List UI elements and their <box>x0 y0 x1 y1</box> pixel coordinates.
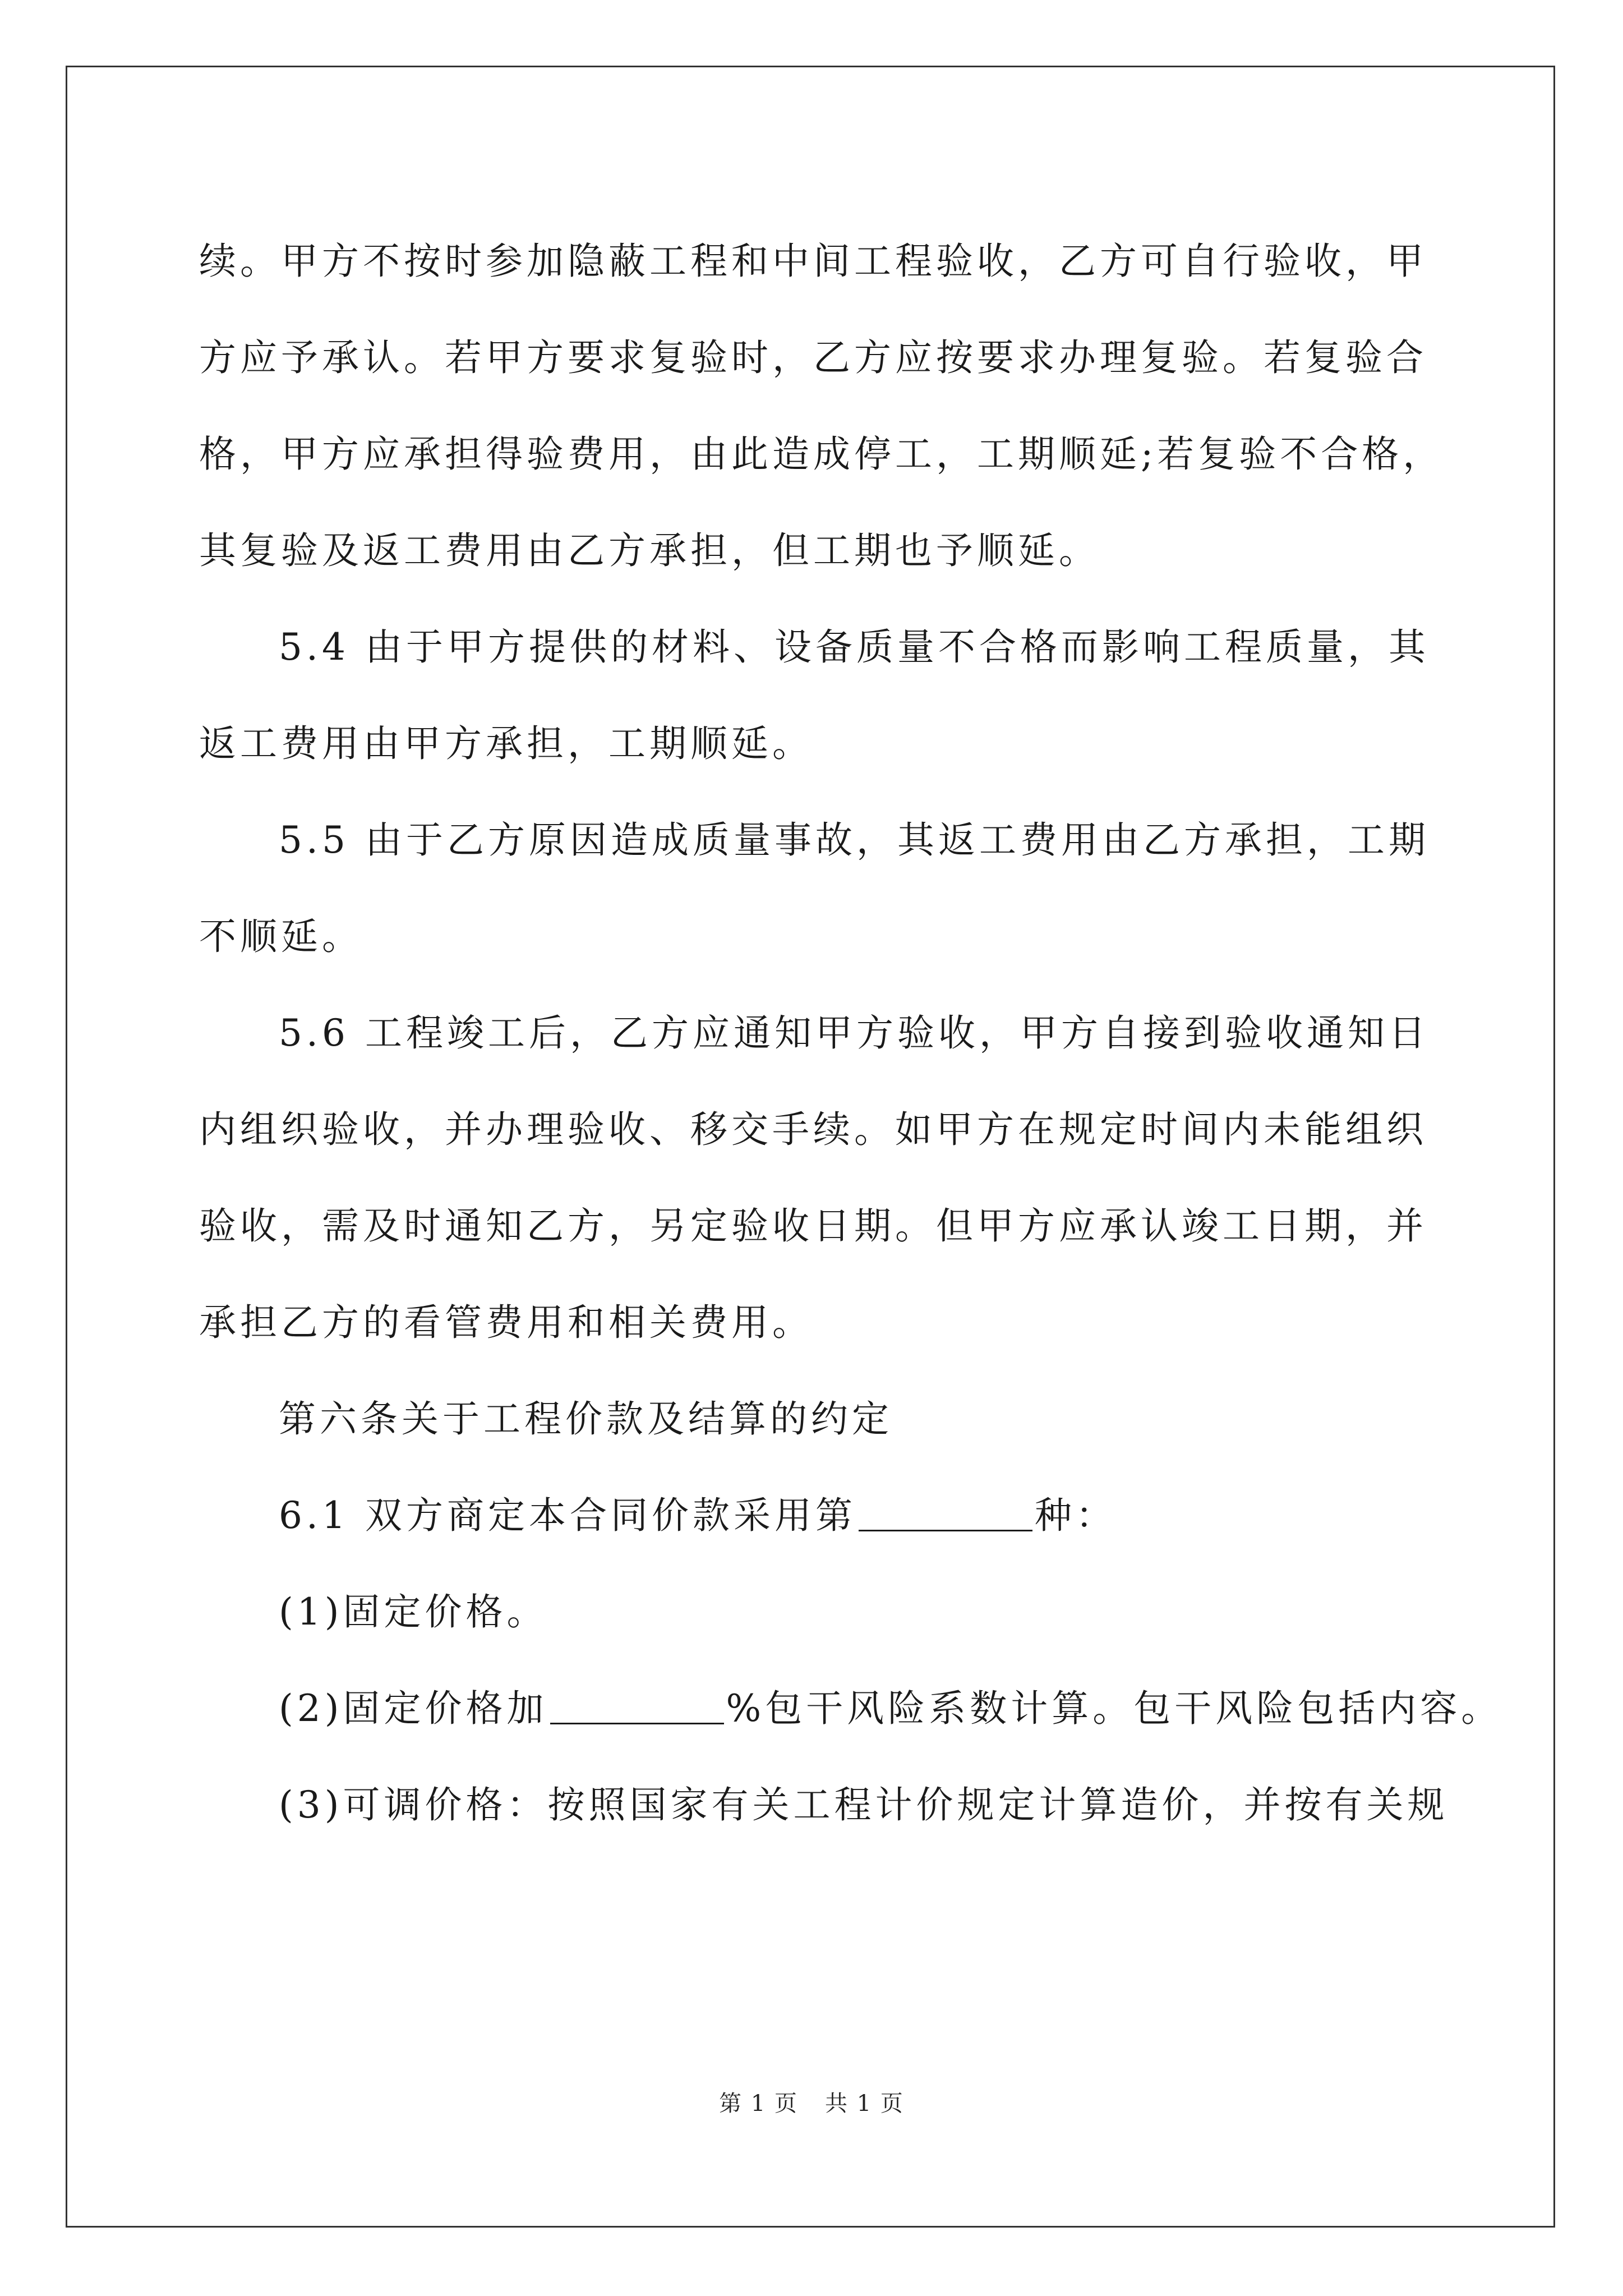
page-number: 第 1 页 <box>719 2091 798 2116</box>
paragraph-line: 验收，需及时通知乙方，另定验收日期。但甲方应承认竣工日期，并 <box>199 1204 1427 1248</box>
clause-5-6: 5.6 工程竣工后，乙方应通知甲方验收，甲方自接到验收通知日 <box>279 1011 1430 1055</box>
clause-6-1-text: 6.1 双方商定本合同价款采用第 <box>279 1494 856 1537</box>
clause-5-4: 5.4 由于甲方提供的材料、设备质量不合格而影响工程质量，其 <box>279 625 1430 669</box>
document-body <box>199 213 1502 1853</box>
clause-6-1-suffix: 种： <box>1034 1494 1117 1537</box>
option-1: (1)固定价格。 <box>279 1590 548 1634</box>
option-3: (3)可调价格：按照国家有关工程计价规定计算造价，并按有关规 <box>279 1783 1449 1826</box>
option-2-text: (2)固定价格加 <box>279 1687 548 1730</box>
paragraph-line: 承担乙方的看管费用和相关费用。 <box>199 1301 813 1344</box>
paragraph-line: 不顺延。 <box>199 915 363 958</box>
paragraph-line: 格，甲方应承担得验费用，由此造成停工，工期顺延;若复验不合格， <box>199 432 1444 476</box>
paragraph-line: 方应予承认。若甲方要求复验时，乙方应按要求办理复验。若复验合 <box>199 336 1427 379</box>
page-footer <box>0 2086 1623 2118</box>
paragraph-line: 内组织验收，并办理验收、移交手续。如甲方在规定时间内未能组织 <box>199 1108 1427 1151</box>
clause-6-1 <box>199 1467 1433 1564</box>
paragraph-line: 其复验及返工费用由乙方承担，但工期也予顺延。 <box>199 529 1100 572</box>
clause-5-5: 5.5 由于乙方原因造成质量事故，其返工费用由乙方承担，工期 <box>279 818 1430 862</box>
fill-in-blank <box>859 1496 1032 1531</box>
option-2 <box>199 1660 1502 1757</box>
page-total: 共 1 页 <box>825 2091 904 2116</box>
paragraph-line: 续。甲方不按时参加隐蔽工程和中间工程验收，乙方可自行验收，甲 <box>199 240 1427 283</box>
fill-in-blank <box>550 1689 724 1724</box>
paragraph-line: 返工费用由甲方承担，工期顺延。 <box>199 722 813 765</box>
article-6-heading: 第六条关于工程价款及结算的约定 <box>279 1397 893 1441</box>
option-2-suffix: %包干风险系数计算。包干风险包括内容。 <box>726 1687 1502 1730</box>
